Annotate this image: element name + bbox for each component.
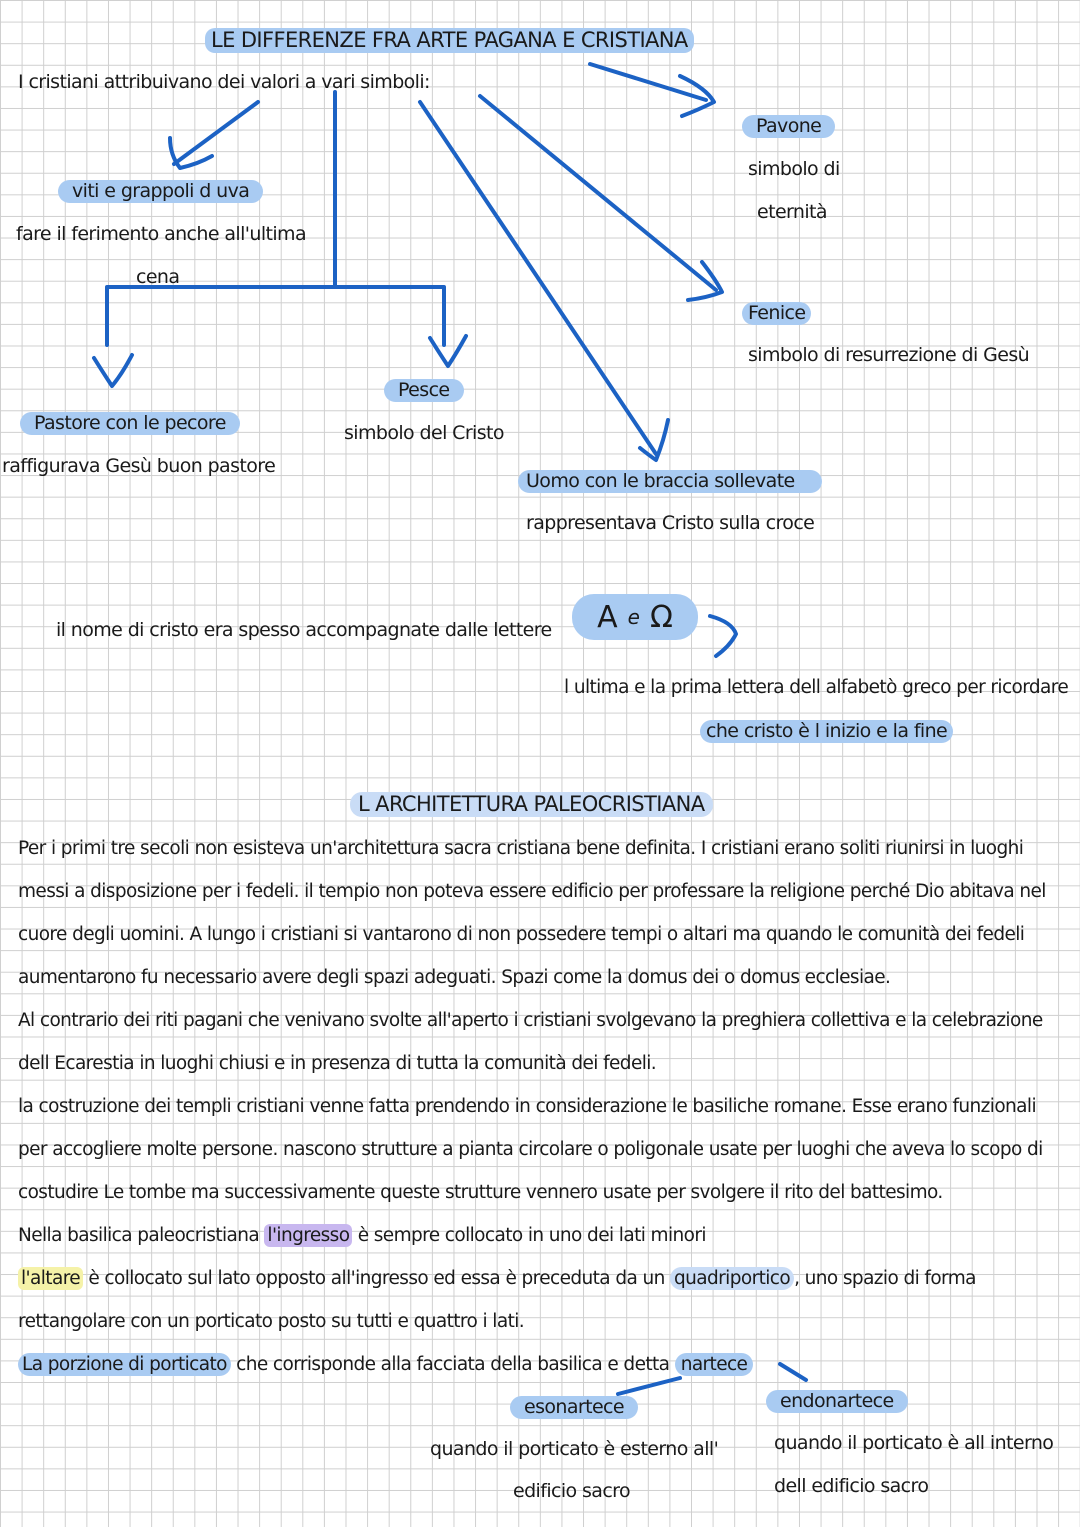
desc-pesce: simbolo del Cristo [344, 422, 504, 444]
paragraph-line: costudire Le tombe ma successivamente queste strutture vennero usate per svolgere il rito del battesimo. [18, 1182, 943, 1203]
paragraph-line: per accogliere molte persone. nascono strutture a pianta circolare o poligonale usate per luoghi che aveva lo scopo di [18, 1139, 1043, 1160]
desc-pastore: raffigurava Gesù buon pastore [2, 455, 276, 477]
label-endonartece: endonartece [766, 1390, 908, 1413]
arrow-pavone [590, 64, 714, 116]
porzione-highlight: La porzione di porticato [18, 1353, 231, 1376]
label-pesce: Pesce [384, 379, 464, 402]
quadriportico-highlight: quadriportico [670, 1267, 794, 1290]
arrow-viti [170, 102, 258, 168]
paragraph-line: messi a disposizione per i fedeli. il tempio non poteva essere edificio per professare la religione perché Dio abitava nel [18, 881, 1046, 902]
omega-letter: Ω [649, 599, 673, 635]
label-fenice: Fenice [742, 302, 811, 325]
label-viti: viti e grappoli d uva [58, 180, 263, 203]
desc-endonartece-1: quando il porticato è all interno [774, 1432, 1054, 1454]
paragraph-line-ingresso [18, 1214, 1068, 1257]
label-esonartece: esonartece [510, 1396, 638, 1419]
altare-mid: è collocato sul lato opposto all'ingresso ed essa è preceduta da un [83, 1268, 671, 1289]
nartece-mid: che corrisponde alla facciata della basilica e detta [230, 1354, 675, 1375]
altare-post: , uno spazio di forma [794, 1268, 976, 1289]
desc-pavone-1: simbolo di [748, 158, 840, 180]
intro-text: I cristiani attribuivano dei valori a vari simboli: [18, 71, 430, 93]
arrow-pesce [430, 336, 466, 366]
architecture-paragraph [18, 827, 1068, 1386]
tree-line [107, 92, 444, 345]
label-uomo: Uomo con le braccia sollevate [518, 470, 822, 493]
paragraph-line: cuore degli uomini. A lungo i cristiani si vantarono di non possedere tempi o altari ma quando le comunità dei fedeli [18, 924, 1025, 945]
label-pastore: Pastore con le pecore [20, 412, 240, 435]
desc-esonartece-1: quando il porticato è esterno all' [430, 1438, 719, 1460]
ingresso-pre: Nella basilica paleocristiana [18, 1225, 265, 1246]
paragraph-line: aumentarono fu necessario avere degli spazi adeguati. Spazi come la domus dei o domus ecclesiae. [18, 967, 891, 988]
paragraph-line: rettangolare con un porticato posto su tutti e quattro i lati. [18, 1311, 525, 1332]
alpha-letter: A [597, 599, 618, 635]
alpha-omega-expl-1: l ultima e la prima lettera dell alfabetò greco per ricordare [564, 677, 1069, 698]
ingresso-post: è sempre collocato in uno dei lati minori [352, 1225, 706, 1246]
desc-fenice: simbolo di resurrezione di Gesù [748, 344, 1030, 366]
desc-uomo: rappresentava Cristo sulla croce [526, 512, 815, 534]
alpha-omega-text: il nome di cristo era spesso accompagnate dalle lettere [56, 619, 552, 641]
ingresso-highlight: l'ingresso [264, 1224, 352, 1247]
alpha-omega-badge [572, 594, 698, 640]
desc-viti-1: fare il ferimento anche all'ultima [16, 223, 307, 245]
paragraph-line-nartece [18, 1343, 1068, 1386]
paragraph-line: Al contrario dei riti pagani che venivano svolte all'aperto i cristiani svolgevano la preghiera collettiva e la celebrazione [18, 1010, 1043, 1031]
label-pavone: Pavone [742, 115, 835, 138]
paragraph-line: Per i primi tre secoli non esisteva un'architettura sacra cristiana bene definita. I cristiani erano soliti riunirsi in luoghi [18, 838, 1024, 859]
nartece-highlight: nartece [675, 1353, 754, 1376]
desc-endonartece-2: dell edificio sacro [774, 1475, 929, 1497]
desc-esonartece-2: edificio sacro [513, 1480, 630, 1502]
section-title-architettura: L ARCHITETTURA PALEOCRISTIANA [350, 792, 713, 817]
alpha-omega-expl-2: che cristo è l inizio e la fine [700, 720, 953, 743]
arrow-pastore [94, 355, 132, 386]
paragraph-line: dell Ecarestia in luoghi chiusi e in presenza di tutta la comunità dei fedeli. [18, 1053, 657, 1074]
paragraph-line-altare [18, 1257, 1068, 1300]
page-title: LE DIFFERENZE FRA ARTE PAGANA E CRISTIANA [205, 28, 694, 53]
desc-viti-2: cena [136, 266, 180, 288]
arrow-alpha-omega [710, 616, 736, 656]
arrow-uomo [420, 102, 668, 460]
paragraph-line: la costruzione dei templi cristiani venne fatta prendendo in considerazione le basiliche romane. Esse erano funzionali [18, 1096, 1036, 1117]
arrow-fenice [480, 96, 722, 300]
desc-pavone-2: eternità [757, 201, 827, 223]
alpha-omega-conj: e [627, 605, 640, 629]
altare-highlight: l'altare [18, 1267, 83, 1290]
